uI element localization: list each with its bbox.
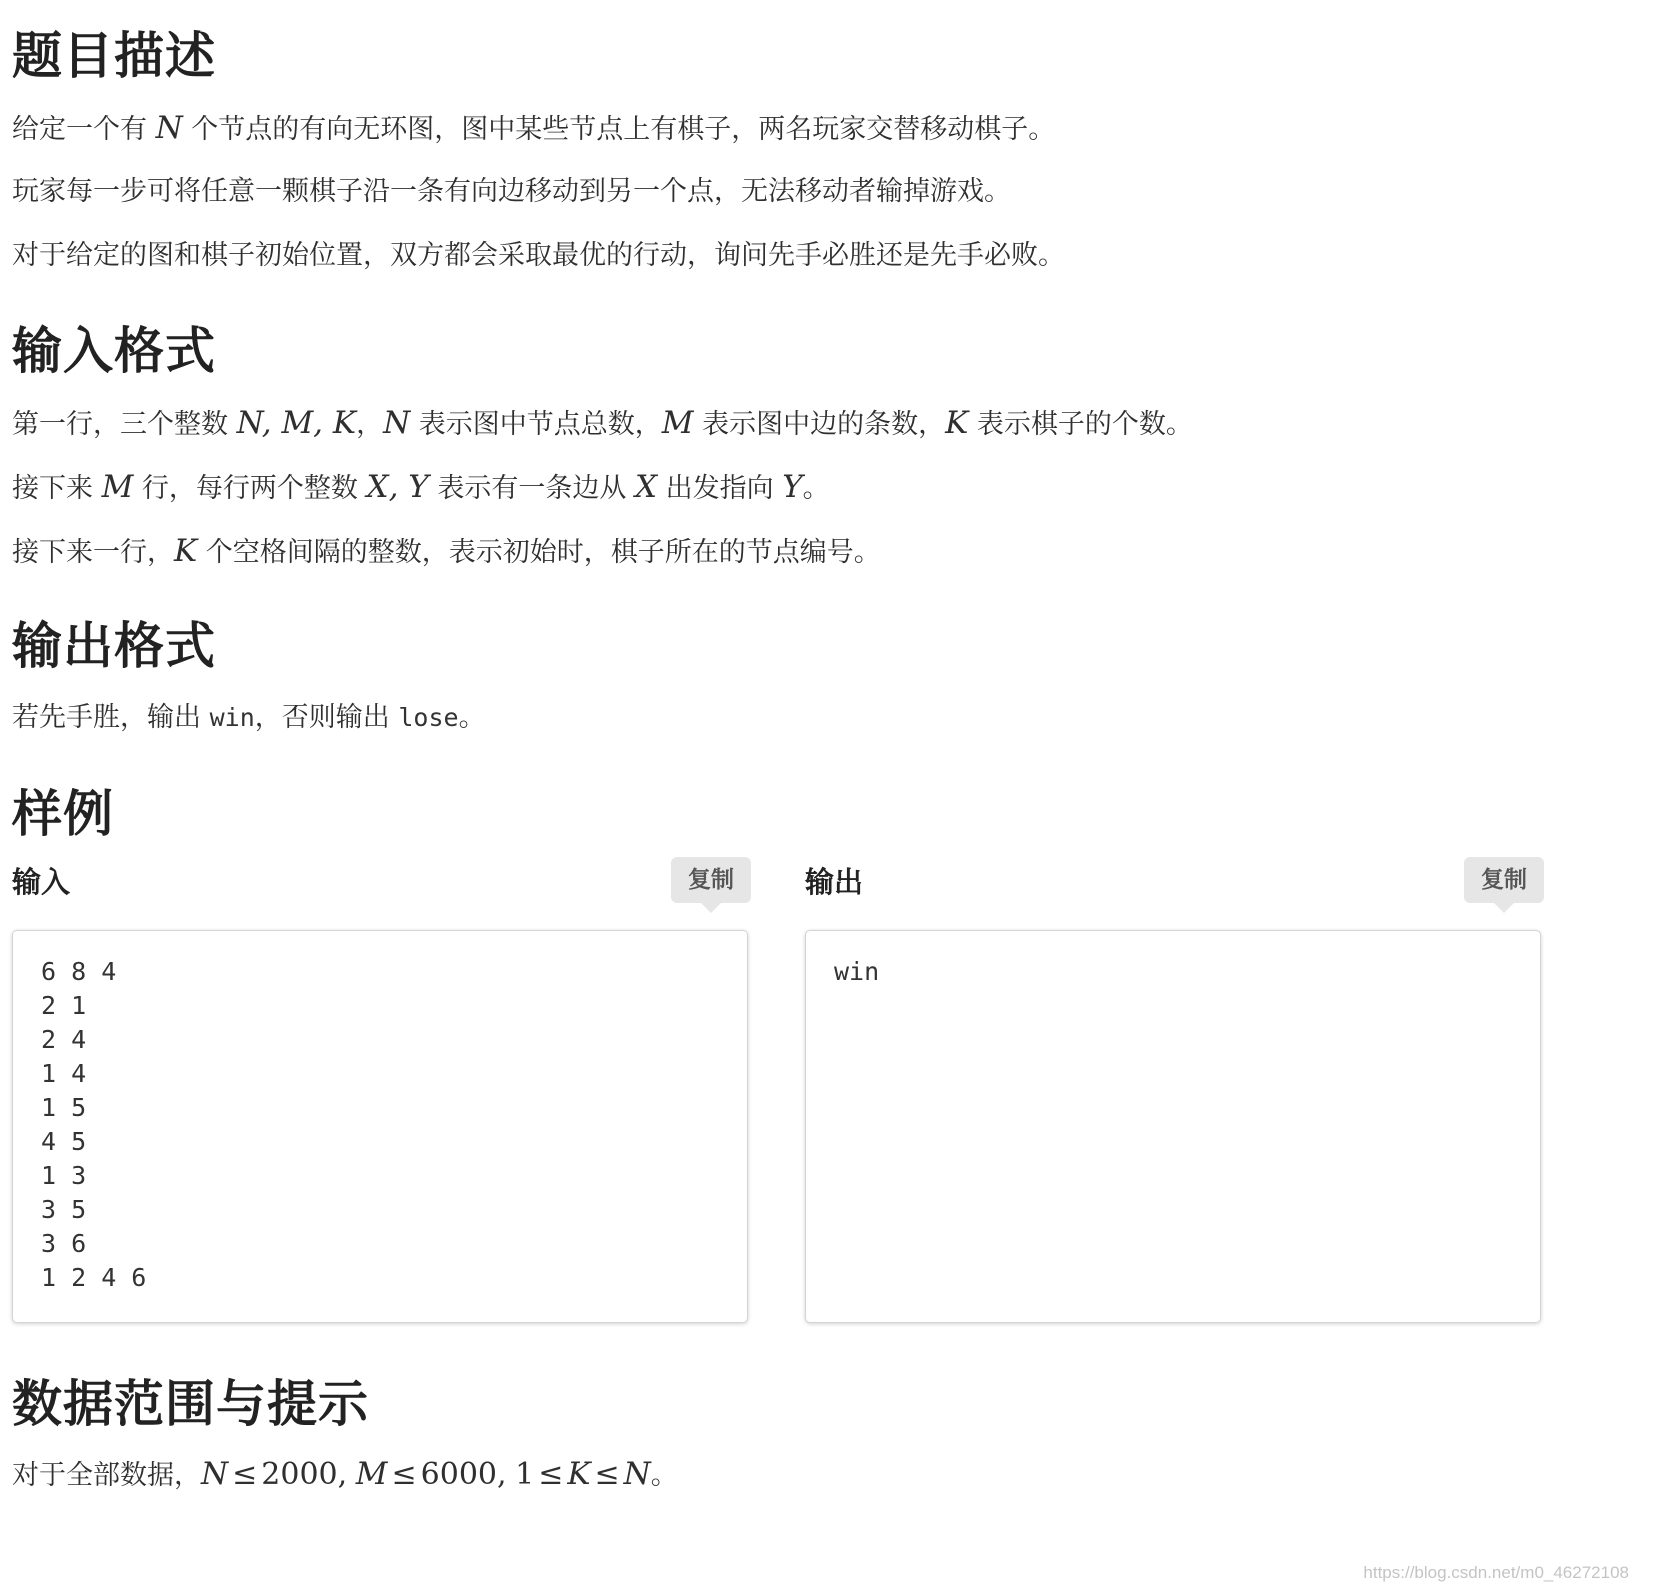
sample-input-label: 输入	[12, 865, 71, 899]
copy-input-button[interactable]: 复制	[671, 857, 751, 903]
constraints-paragraph: 对于全部数据，N ≤ 2000, M ≤ 6000, 1 ≤ K ≤ N。	[12, 1456, 678, 1492]
sample-output-code: win	[834, 957, 880, 986]
sample-heading: 样例	[12, 785, 114, 843]
input-format-paragraph-2: 接下来 M 行，每行两个整数 X, Y 表示有一条边从 X 出发指向 Y。	[12, 469, 830, 505]
copy-output-button[interactable]: 复制	[1464, 857, 1544, 903]
output-format-heading: 输出格式	[12, 617, 216, 675]
inline-code-lose: lose	[398, 703, 459, 732]
math-k: K	[174, 533, 198, 569]
output-format-paragraph-1: 若先手胜，输出 win，否则输出 lose。	[12, 702, 486, 733]
math-m: M	[661, 405, 694, 441]
math-n: N	[383, 405, 411, 441]
input-format-paragraph-3: 接下来一行，K 个空格间隔的整数，表示初始时，棋子所在的节点编号。	[12, 533, 881, 569]
sample-output-box	[805, 930, 1541, 1323]
math-y: Y	[782, 469, 803, 505]
math-nmk: N, M, K	[236, 405, 357, 441]
sample-input-box	[12, 930, 748, 1323]
math-n: N	[623, 1456, 651, 1492]
math-m: M	[101, 469, 134, 505]
description-paragraph-3: 对于给定的图和棋子初始位置，双方都会采取最优的行动，询问先手必胜还是先手必败。	[12, 240, 1065, 271]
constraints-heading: 数据范围与提示	[12, 1375, 369, 1433]
math-x: X	[634, 469, 658, 505]
inline-code-win: win	[209, 703, 255, 732]
math-n: N	[155, 110, 183, 146]
description-paragraph-2: 玩家每一步可将任意一颗棋子沿一条有向边移动到另一个点，无法移动者输掉游戏。	[12, 176, 1011, 207]
input-format-paragraph-1: 第一行，三个整数 N, M, K，N 表示图中节点总数，M 表示图中边的条数，K 表示棋子的个数。	[12, 405, 1193, 441]
input-format-heading: 输入格式	[12, 322, 216, 380]
watermark: https://blog.csdn.net/m0_46272108	[1363, 1563, 1629, 1582]
math-n: N	[201, 1456, 229, 1492]
math-k: K	[945, 405, 969, 441]
math-k: K	[567, 1456, 591, 1492]
description-heading: 题目描述	[12, 27, 216, 85]
sample-input-code: 6 8 4 2 1 2 4 1 4 1 5 4 5 1 3 3 5 3 6 1 2 4 6	[41, 957, 147, 1292]
description-paragraph-1: 给定一个有 N 个节点的有向无环图，图中某些节点上有棋子，两名玩家交替移动棋子。	[12, 110, 1056, 146]
math-m: M	[355, 1456, 388, 1492]
math-xy: X, Y	[366, 469, 429, 505]
sample-output-label: 输出	[805, 865, 864, 899]
